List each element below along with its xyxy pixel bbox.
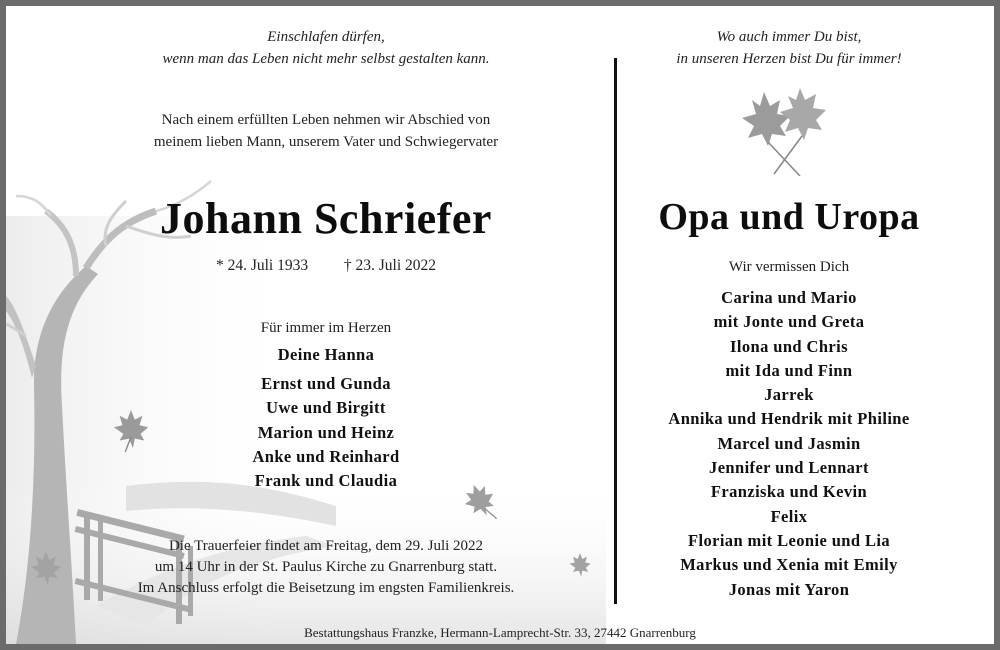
list-item: mit Jonte und Greta	[713, 312, 865, 332]
list-item: mit Ida und Finn	[725, 360, 853, 380]
list-item: Uwe und Birgitt	[266, 398, 386, 418]
list-item: Jennifer und Lennart	[709, 458, 869, 478]
intro-line: meinem lieben Mann, unserem Vater und Schwiegervater	[153, 134, 499, 150]
list-item: Felix	[770, 506, 808, 526]
column-divider	[614, 58, 617, 604]
service-line: um 14 Uhr in der St. Paulus Kirche zu Gnarrenburg statt.	[154, 559, 498, 575]
list-item: Jarrek	[764, 385, 814, 405]
life-dates	[176, 255, 476, 277]
list-item: Anke und Reinhard	[252, 446, 400, 466]
left-motto-line: wenn man das Leben nicht mehr selbst gestalten kann.	[162, 51, 490, 67]
left-motto-line: Einschlafen dürfen,	[267, 29, 385, 45]
funeral-home-footer: Bestattungshaus Franzke, Hermann-Lamprecht-Str. 33, 27442 Gnarrenburg	[304, 625, 696, 640]
service-line: Im Anschluss erfolgt die Beisetzung im engsten Familienkreis.	[137, 580, 515, 596]
right-motto-line: in unseren Herzen bist Du für immer!	[676, 51, 902, 67]
left-motto	[76, 26, 576, 70]
service-line: Die Trauerfeier findet am Freitag, dem 29. Juli 2022	[168, 538, 484, 554]
intro-text	[76, 109, 576, 153]
list-item: Marcel und Jasmin	[717, 433, 861, 453]
obituary-card	[6, 6, 994, 644]
list-item: Franziska und Kevin	[710, 482, 868, 502]
death-date: † 23. Juli 2022	[343, 257, 437, 274]
family-list	[76, 372, 576, 493]
right-motto-line: Wo auch immer Du bist,	[716, 29, 862, 45]
leaf-icon	[28, 550, 64, 590]
maple-leaves-icon	[728, 84, 834, 176]
list-item: Markus und Xenia mit Emily	[680, 555, 898, 575]
grandchildren-list	[624, 286, 954, 602]
list-item: Carina und Mario	[721, 288, 857, 307]
list-item: Marion und Heinz	[257, 422, 395, 442]
list-item: Jonas mit Yaron	[728, 579, 850, 599]
list-item: Ernst und Gunda	[261, 374, 391, 393]
service-info	[66, 536, 586, 599]
deceased-name: Johann Schriefer	[160, 194, 492, 243]
list-item: Frank und Claudia	[254, 471, 398, 491]
miss-text: Wir vermissen Dich	[728, 259, 850, 275]
right-motto	[624, 26, 954, 70]
forever-text: Für immer im Herzen	[260, 320, 392, 336]
list-item: Annika und Hendrik mit Philine	[668, 409, 910, 429]
list-item: Ilona und Chris	[730, 336, 848, 356]
spouse-name: Deine Hanna	[277, 345, 375, 364]
list-item: Florian mit Leonie und Lia	[687, 530, 890, 550]
birth-date: * 24. Juli 1933	[215, 257, 309, 274]
intro-line: Nach einem erfüllten Leben nehmen wir Abschied von	[161, 112, 491, 128]
right-title: Opa und Uropa	[658, 196, 920, 238]
